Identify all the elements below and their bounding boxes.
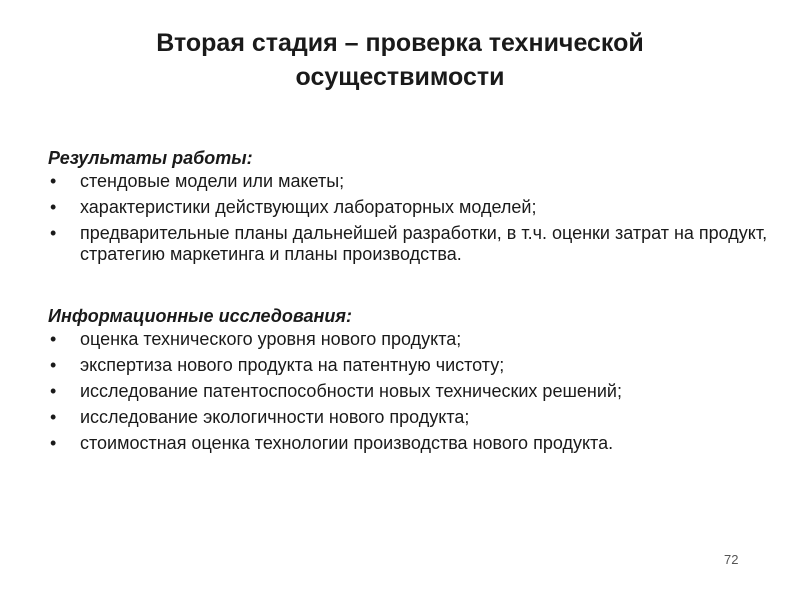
bullet-icon: • <box>50 223 57 243</box>
bullet-icon: • <box>50 329 57 349</box>
slide-title <box>60 26 740 94</box>
list-item <box>48 355 768 376</box>
page-number: 72 <box>724 552 739 567</box>
list-item <box>48 407 768 428</box>
bullet-icon: • <box>50 197 57 217</box>
slide-title-line-1: Вторая стадия – проверка технической <box>156 29 644 57</box>
bullet-list-info-research <box>48 329 768 454</box>
slide-title-line-2: осуществимости <box>295 63 505 91</box>
list-item <box>48 433 768 454</box>
section-heading-results: Результаты работы: <box>48 148 253 168</box>
bullet-icon: • <box>50 171 57 191</box>
list-item-text: стендовые модели или макеты; <box>80 171 345 191</box>
bullet-icon: • <box>50 381 57 401</box>
section-results <box>48 145 768 270</box>
list-item <box>48 197 768 218</box>
list-item <box>48 381 768 402</box>
list-item-text: исследование патентоспособности новых технических решений; <box>80 381 622 401</box>
section-info-research <box>48 303 768 459</box>
list-item-text: экспертиза нового продукта на патентную чистоту; <box>80 355 505 375</box>
list-item <box>48 171 768 192</box>
bullet-icon: • <box>50 355 57 375</box>
list-item <box>48 329 768 350</box>
list-item-text: характеристики действующих лабораторных моделей; <box>80 197 537 217</box>
list-item-text: стоимостная оценка технологии производства нового продукта. <box>80 433 614 453</box>
list-item-text: предварительные планы дальнейшей разработки, в т.ч. оценки затрат на продукт, стратегию маркетинга и планы производства. <box>80 223 768 264</box>
bullet-icon: • <box>50 433 57 453</box>
section-heading-info-research: Информационные исследования: <box>48 306 353 326</box>
list-item-text: оценка технического уровня нового продукта; <box>80 329 462 349</box>
list-item-text: исследование экологичности нового продукта; <box>80 407 470 427</box>
bullet-icon: • <box>50 407 57 427</box>
list-item <box>48 223 768 265</box>
bullet-list-results <box>48 171 768 265</box>
